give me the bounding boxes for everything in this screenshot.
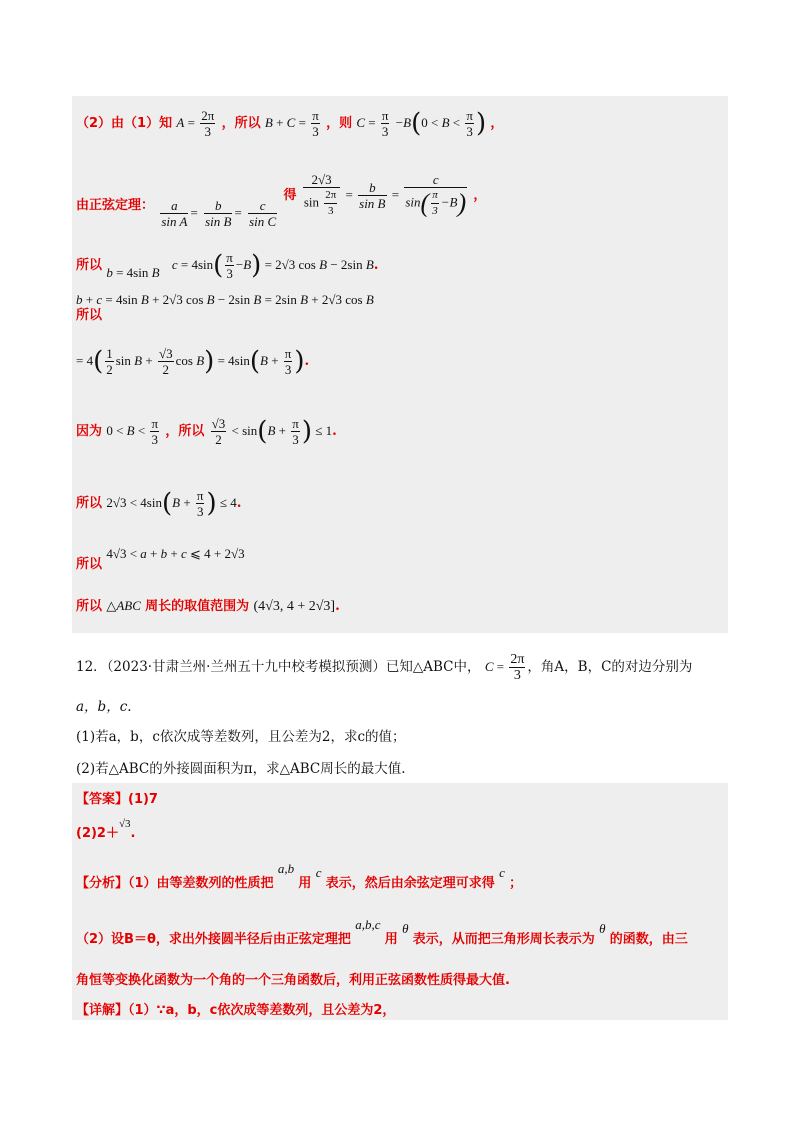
analysis-line-3: 角恒等变换化函数为一个角的一个三角函数后，利用正弦函数性质得最大值. (76, 973, 510, 988)
solution-line-5: = 4( $\frac{1}{2}$ sin B + $\frac{√3}{2}$ cos B) = 4sin(B + $\frac{\pi}{3}$ ). (76, 346, 310, 377)
problem-12-part1: (1)若a，b，c依次成等差数列，且公差为2，求c的值； (76, 729, 406, 745)
solution-line-8: 所以 4√3 < a + b + c ⩽ 4 + 2√3 (76, 546, 245, 572)
solution-line-7: 所以 2√3 < 4sin(B + $\frac{\pi}{3}$ ) ≤ 4. (76, 488, 242, 519)
problem-12-stem-line2: a，b，c. (76, 699, 132, 715)
analysis-line-2: （2）设B＝θ，求出外接圆半径后由正弦定理把 a,b,c 用 θ 表示，从而把三角形周长表示为 θ 的函数，由三 (76, 917, 688, 947)
detail-line-1: 【详解】（1）∵a，b，c依次成等差数列，且公差为2， (76, 1003, 396, 1018)
solution-line-2: 由正弦定理： $\frac{a}{\text{sin A}}$ = $\frac{b}{\text{sin B}}$ = $\frac{c}{\text{sin C}}$ 得 2√3 sin $\frac{2\pi}{3}$ = $\frac{b}{\text{sin B}}$ = c sin( $\frac{\pi}{3}$ −B) ， (76, 172, 487, 229)
solution-line-4-label: 所以 (76, 308, 103, 323)
answer-label: 【答案】(1)7 (76, 792, 158, 807)
solution-line-4: b + c = 4sin B + 2√3 cos B − 2sin B = 2sin B + 2√3 cos B (76, 292, 374, 307)
analysis-line-1: 【分析】（1）由等差数列的性质把 a,b 用 c 表示，然后由余弦定理可求得 c ； (76, 861, 523, 891)
solution-line-9: 所以 △ABC 周长的取值范围为 (4√3, 4 + 2√3]. (76, 598, 340, 614)
solution-line-1: （2）由（1）知 A = $\frac{2\pi}{3}$ ，所以 B + C = $\frac{\pi}{3}$ ，则 C = $\frac{\pi}{3}$ −B(0 < B < $\frac{\pi}{3}$ ) ， (76, 108, 504, 139)
problem-12-part2: (2)若△ABC的外接圆面积为π，求△ABC周长的最大值. (76, 761, 406, 777)
answer-part2: (2)2＋$^{√3}$. (76, 818, 136, 841)
problem-12-stem: 12．（2023·甘肃兰州·兰州五十九中校考模拟预测）已知△ABC中， C = $\frac{2\pi}{3}$ ，角A，B，C的对边分别为 (76, 652, 693, 683)
solution-line-6: 因为 0 < B < $\frac{\pi}{3}$ ，所以 $\frac{√3}{2}$ < sin(B + $\frac{\pi}{3}$ ) ≤ 1. (76, 416, 337, 447)
solution-line-3: 所以 b = 4sin B c = 4sin( $\frac{\pi}{3}$ −B) = 2√3 cos B − 2sin B. (76, 250, 379, 281)
